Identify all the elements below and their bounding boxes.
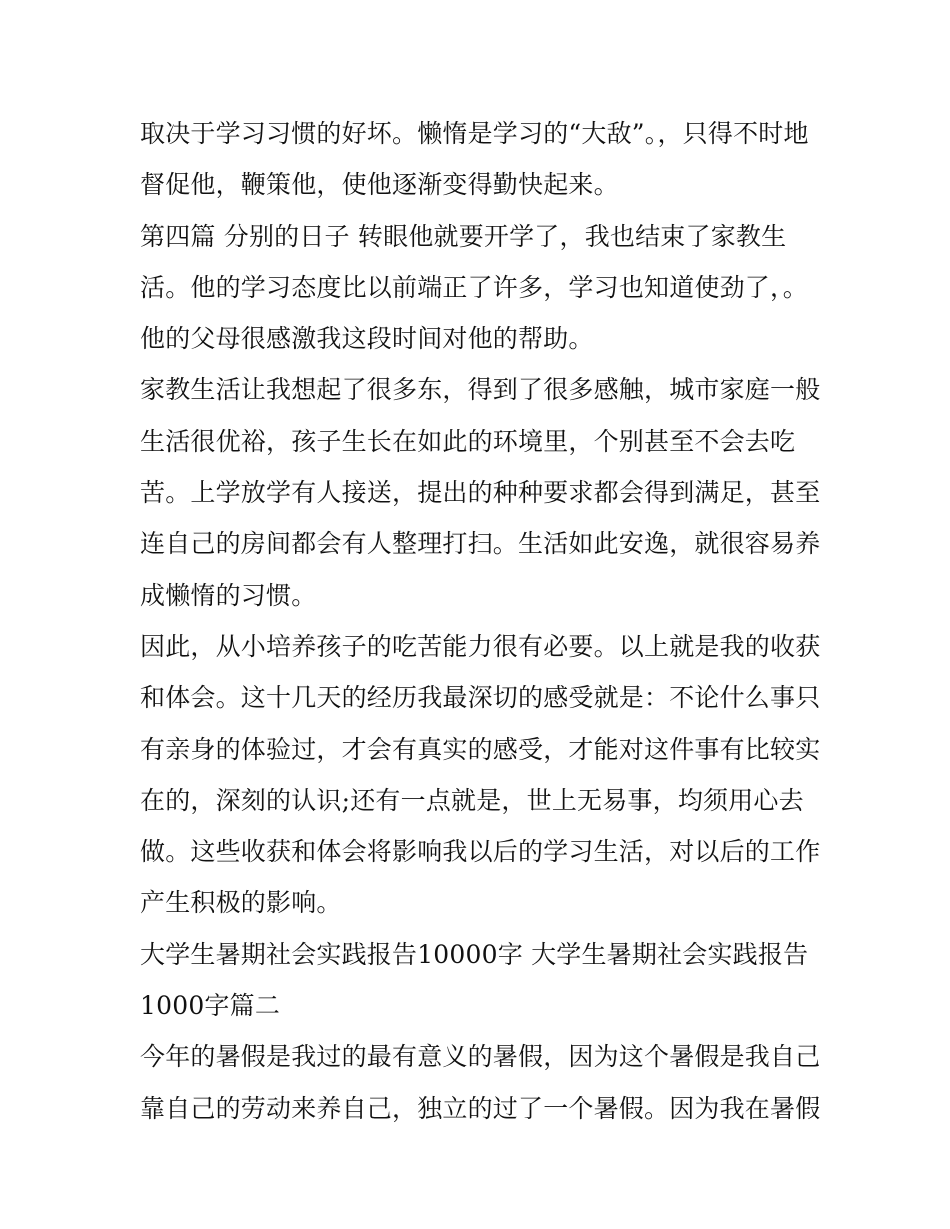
text-line: 产生积极的影响。: [140, 888, 342, 918]
text-line: 苦。上学放学有人接送，提出的种种要求都会得到满足，甚至: [140, 478, 820, 508]
body-text: [140, 108, 820, 1134]
text-line: 有亲身的体验过，才会有真实的感受，才能对这件事有比较实: [140, 734, 820, 764]
text-line: 第四篇 分别的日子 转眼他就要开学了，我也结束了家教生: [140, 221, 787, 251]
text-line: 他的父母很感激我这段时间对他的帮助。: [140, 324, 594, 354]
text-line: 成懒惰的习惯。: [140, 580, 317, 610]
text-line: 连自己的房间都会有人整理打扫。生活如此安逸，就很容易养: [140, 529, 820, 559]
text-line: 靠自己的劳动来养自己，独立的过了一个暑假。因为我在暑假: [140, 1093, 820, 1123]
section-heading-line: 1000字篇二: [140, 991, 281, 1021]
text-line: 取决于学习习惯的好坏。懒惰是学习的“大敌”。，只得不时地: [140, 119, 809, 148]
text-line: 在的，深刻的认识;还有一点就是，世上无易事，均须用心去: [140, 785, 804, 815]
text-line: 生活很优裕，孩子生长在如此的环境里，个别甚至不会去吃: [140, 426, 796, 456]
text-line: 督促他，鞭策他，使他逐渐变得勤快起来。: [140, 170, 619, 200]
text-line: 家教生活让我想起了很多东，得到了很多感触，城市家庭一般: [140, 375, 820, 405]
text-line: 和体会。这十几天的经历我最深切的感受就是：不论什么事只: [140, 683, 820, 713]
text-line: 做。这些收获和体会将影响我以后的学习生活，对以后的工作: [140, 837, 820, 867]
text-line: 因此，从小培养孩子的吃苦能力很有必要。以上就是我的收获: [140, 631, 820, 661]
text-line: 今年的暑假是我过的最有意义的暑假，因为这个暑假是我自己: [140, 1042, 820, 1072]
text-line: 活。他的学习态度比以前端正了许多，学习也知道使劲了，。: [140, 272, 808, 302]
section-heading-line: 大学生暑期社会实践报告10000字 大学生暑期社会实践报告: [140, 939, 809, 969]
